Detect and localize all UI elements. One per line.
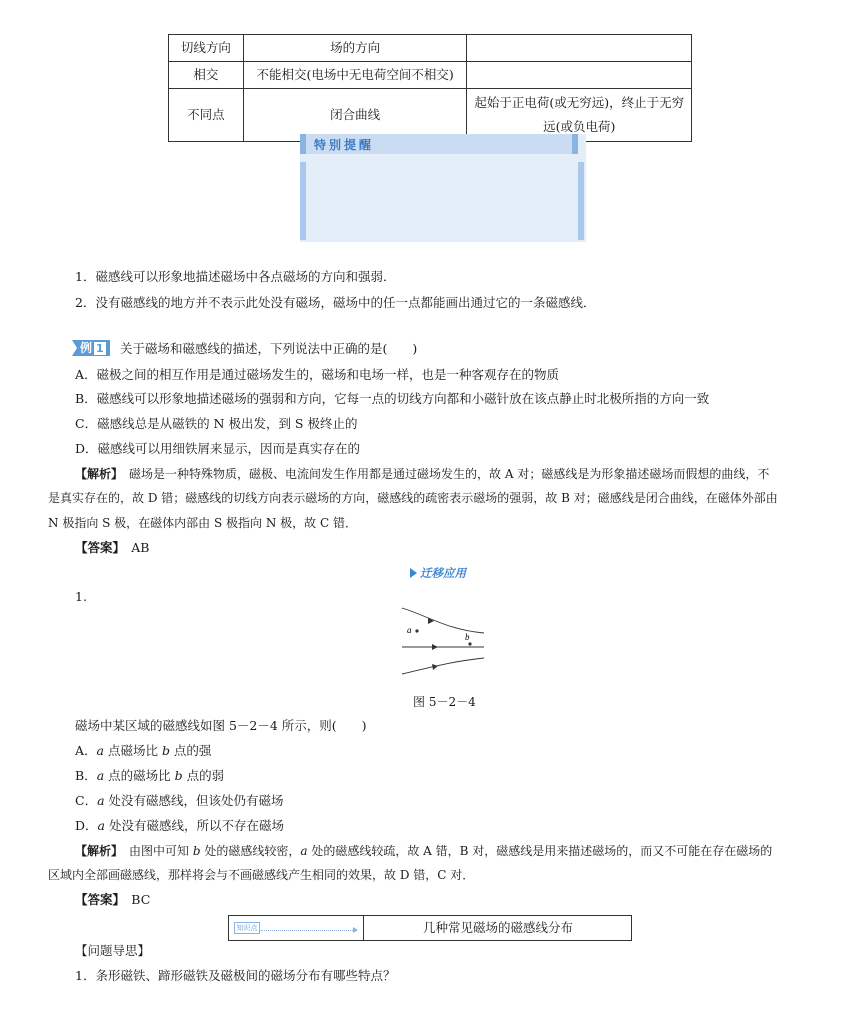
table-cell: 切线方向 (169, 35, 244, 62)
answer-label: 【答案】 (75, 540, 119, 555)
option-var: a (97, 818, 105, 833)
point-a-label: a (407, 625, 412, 635)
table-cell (467, 62, 692, 89)
option-var: a (96, 743, 104, 758)
section-header-left (229, 916, 364, 940)
field-line-bottom (402, 658, 484, 674)
example-answer (75, 539, 150, 557)
option-text: 点的磁场比 (104, 768, 175, 783)
option-prefix: C． (75, 793, 98, 808)
answer-value: BC (131, 892, 151, 907)
option-text: 点磁场比 (103, 743, 162, 758)
option-text: 处没有磁感线，但该处仍有磁场 (104, 793, 284, 808)
option-text: 点的强 (169, 743, 212, 758)
practice-option-a (75, 742, 211, 760)
table-row (169, 35, 692, 62)
section-arrow-icon (353, 927, 358, 933)
answer-value: AB (131, 540, 150, 555)
option-prefix: A． (75, 743, 97, 758)
analysis-text: 处的磁感线较疏，故 A 错，B 对，磁感线是用来描述磁场的，而又不可能在存在磁场的 (307, 844, 773, 858)
section-header (228, 915, 632, 941)
arrow-icon (432, 664, 438, 670)
arrow-icon (432, 644, 438, 650)
section-badge: 知识点 (234, 922, 260, 934)
reminder-border-right (578, 162, 584, 240)
practice-option-b (75, 767, 224, 785)
option-var: b (161, 743, 170, 758)
table-cell: 不能相交(电场中无电荷空间不相交) (243, 62, 467, 89)
table-cell (467, 35, 692, 62)
analysis-text: 由图中可知 (129, 844, 193, 858)
note-1: 1．磁感线可以形象地描述磁场中各点磁场的方向和强弱． (75, 269, 396, 284)
section-title: 几种常见磁场的磁感线分布 (422, 920, 573, 935)
practice-question: 磁场中某区域的磁感线如图 5－2－4 所示，则( ) (75, 718, 367, 733)
transfer-arrow-icon (410, 568, 417, 578)
example-analysis-line-2: 是真实存在的，故 D 错；磁感线的切线方向表示磁场的方向，磁感线的疏密表示磁场的强弱，故 B 对；磁感线是闭合曲线，在磁体外部由 (48, 491, 778, 505)
practice-option-d (75, 817, 284, 835)
point-b-label: b (465, 632, 470, 642)
comparison-table (168, 34, 692, 142)
example-analysis-line-1 (75, 465, 769, 483)
analysis-text: 磁场是一种特殊物质，磁极、电流间发生作用都是通过磁场发生的，故 A 对；磁感线是为形象描述磁场而假想的曲线，不 (129, 467, 770, 481)
practice-answer (75, 891, 150, 909)
guide-question-1: 1．条形磁铁、蹄形磁铁及磁极间的磁场分布有哪些特点？ (75, 968, 396, 983)
option-text: 处没有磁感线，所以不存在磁场 (104, 818, 284, 833)
analysis-var: b (192, 844, 201, 858)
table-row (169, 62, 692, 89)
analysis-text: 处的磁感线较密， (200, 844, 301, 858)
example-tag (72, 340, 110, 356)
option-prefix: D． (75, 818, 98, 833)
example-question: 关于磁场和磁感线的描述，下列说法中正确的是( ) (120, 341, 418, 356)
field-line-top (402, 608, 484, 633)
analysis-var: a (300, 844, 308, 858)
practice-number: 1. (75, 589, 87, 604)
guide-label: 【问题导思】 (75, 943, 151, 958)
option-prefix: B． (75, 768, 97, 783)
answer-label: 【答案】 (75, 892, 119, 907)
example-tag-number: 1 (96, 342, 104, 355)
transfer-title: 迁移应用 (420, 566, 466, 580)
practice-analysis-line-1 (75, 842, 772, 860)
point-b-dot (468, 642, 471, 645)
table-cell: 不同点 (169, 89, 244, 142)
practice-analysis-line-2: 区域内全部画磁感线，那样将会与不画磁感线产生相同的效果，故 D 错，C 对． (48, 868, 475, 882)
example-tag-label: 例 (80, 341, 93, 355)
example-option-a: A．磁极之间的相互作用是通过磁场发生的，磁场和电场一样，也是一种客观存在的物质 (75, 367, 560, 382)
table-cell: 场的方向 (243, 35, 467, 62)
option-var: b (174, 768, 183, 783)
example-option-b: B．磁感线可以形象地描述磁场的强弱和方向，它每一点的切线方向都和小磁针放在该点静止时北极所指的方向一致 (75, 391, 710, 406)
table-cell: 起始于正电荷(或无穷远)，终止于无穷远(或负电荷) (467, 89, 692, 142)
analysis-label: 【解析】 (75, 844, 118, 858)
option-text: 点的弱 (182, 768, 225, 783)
reminder-title: 特别提醒 (314, 138, 375, 152)
table-cell: 相交 (169, 62, 244, 89)
option-var: a (96, 768, 105, 783)
option-var: a (97, 793, 105, 808)
note-2: 2．没有磁感线的地方并不表示此处没有磁场，磁场中的任一点都能画出通过它的一条磁感线． (75, 295, 596, 310)
reminder-content-area (306, 162, 578, 240)
figure-caption: 图 5－2－4 (413, 695, 476, 709)
analysis-label: 【解析】 (75, 467, 118, 481)
example-analysis-line-3: N 极指向 S 极，在磁体内部由 S 极指向 N 极，故 C 错． (48, 516, 357, 530)
field-lines-figure (398, 602, 490, 678)
section-dotted-line (261, 930, 357, 931)
example-option-d: D．磁感线可以用细铁屑来显示，因而是真实存在的 (75, 441, 361, 456)
practice-option-c (75, 792, 284, 810)
example-option-c: C．磁感线总是从磁铁的 N 极出发，到 S 极终止的 (75, 416, 358, 431)
point-a-dot (415, 629, 418, 632)
table-cell: 闭合曲线 (243, 89, 467, 142)
